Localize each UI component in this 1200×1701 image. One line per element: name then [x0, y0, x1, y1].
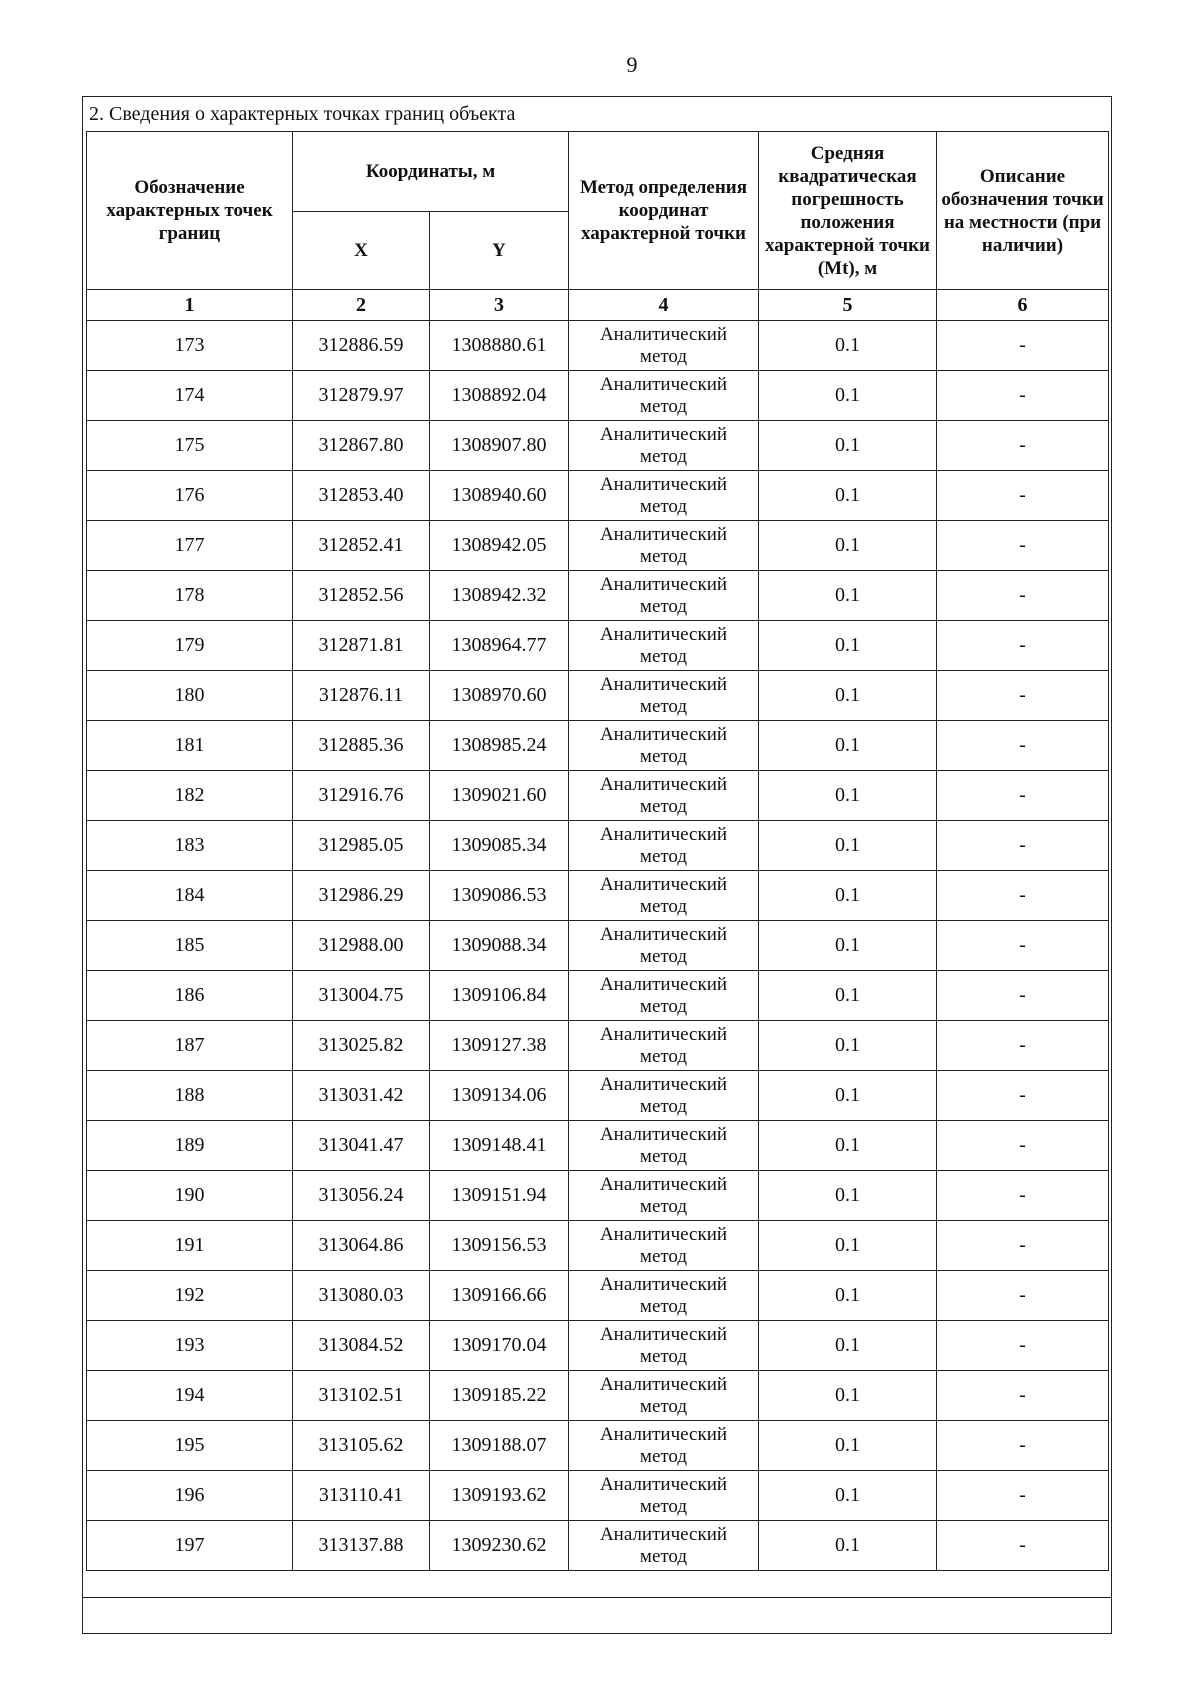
method-cell	[569, 971, 759, 1021]
method-line-2: метод	[639, 1495, 688, 1517]
y-cell: 1309148.41	[430, 1121, 569, 1171]
point-cell: 181	[87, 721, 293, 771]
y-cell: 1308942.32	[430, 571, 569, 621]
table-row	[87, 371, 1109, 421]
table-row	[87, 1171, 1109, 1221]
table-row	[87, 1021, 1109, 1071]
x-cell: 312986.29	[293, 871, 430, 921]
point-cell: 197	[87, 1521, 293, 1571]
description-cell: -	[937, 1271, 1109, 1321]
point-cell: 173	[87, 321, 293, 371]
method-line-1: Аналитический	[599, 1373, 728, 1395]
method-line-1: Аналитический	[599, 323, 728, 345]
point-cell: 190	[87, 1171, 293, 1221]
y-cell: 1309088.34	[430, 921, 569, 971]
method-cell	[569, 371, 759, 421]
description-cell: -	[937, 971, 1109, 1021]
page-number: 9	[626, 52, 638, 77]
error-cell: 0.1	[759, 871, 937, 921]
table-row	[87, 1371, 1109, 1421]
description-cell: -	[937, 871, 1109, 921]
y-cell: 1308892.04	[430, 371, 569, 421]
y-cell: 1309170.04	[430, 1321, 569, 1371]
header-y: Y	[430, 212, 569, 290]
table-row	[87, 971, 1109, 1021]
x-cell: 313105.62	[293, 1421, 430, 1471]
point-cell: 176	[87, 471, 293, 521]
y-cell: 1309085.34	[430, 821, 569, 871]
x-cell: 312876.11	[293, 671, 430, 721]
method-line-1: Аналитический	[599, 1223, 728, 1245]
error-cell: 0.1	[759, 571, 937, 621]
method-line-1: Аналитический	[599, 1273, 728, 1295]
method-line-2: метод	[639, 1145, 688, 1167]
x-cell: 312985.05	[293, 821, 430, 871]
x-cell: 313004.75	[293, 971, 430, 1021]
method-line-1: Аналитический	[599, 1473, 728, 1495]
method-line-2: метод	[639, 695, 688, 717]
method-line-1: Аналитический	[599, 1173, 728, 1195]
document-frame	[82, 96, 1112, 1634]
error-cell: 0.1	[759, 821, 937, 871]
table-body	[87, 321, 1109, 1571]
description-cell: -	[937, 821, 1109, 871]
point-cell: 186	[87, 971, 293, 1021]
table-row	[87, 821, 1109, 871]
method-line-2: метод	[639, 1195, 688, 1217]
method-line-1: Аналитический	[599, 523, 728, 545]
point-cell: 174	[87, 371, 293, 421]
method-cell	[569, 1221, 759, 1271]
y-cell: 1309193.62	[430, 1471, 569, 1521]
column-number: 5	[759, 290, 937, 321]
point-cell: 184	[87, 871, 293, 921]
table-row	[87, 1521, 1109, 1571]
method-line-2: метод	[639, 1395, 688, 1417]
method-line-1: Аналитический	[599, 373, 728, 395]
error-cell: 0.1	[759, 1271, 937, 1321]
method-line-2: метод	[639, 595, 688, 617]
y-cell: 1309166.66	[430, 1271, 569, 1321]
x-cell: 312879.97	[293, 371, 430, 421]
method-line-2: метод	[639, 1245, 688, 1267]
boundary-points-table	[86, 131, 1109, 1571]
method-cell	[569, 1471, 759, 1521]
error-cell: 0.1	[759, 1171, 937, 1221]
y-cell: 1308964.77	[430, 621, 569, 671]
method-cell	[569, 1071, 759, 1121]
table-row	[87, 1321, 1109, 1371]
y-cell: 1309086.53	[430, 871, 569, 921]
method-cell	[569, 1021, 759, 1071]
point-cell: 189	[87, 1121, 293, 1171]
header-error: Средняя квадратическая погрешность положения характерной точки (Mt), м	[759, 132, 937, 290]
error-cell: 0.1	[759, 621, 937, 671]
method-cell	[569, 921, 759, 971]
x-cell: 313025.82	[293, 1021, 430, 1071]
x-cell: 312885.36	[293, 721, 430, 771]
table-row	[87, 321, 1109, 371]
y-cell: 1309021.60	[430, 771, 569, 821]
x-cell: 313041.47	[293, 1121, 430, 1171]
error-cell: 0.1	[759, 321, 937, 371]
method-line-1: Аналитический	[599, 723, 728, 745]
x-cell: 312871.81	[293, 621, 430, 671]
method-cell	[569, 1421, 759, 1471]
description-cell: -	[937, 1171, 1109, 1221]
point-cell: 187	[87, 1021, 293, 1071]
error-cell: 0.1	[759, 721, 937, 771]
method-line-1: Аналитический	[599, 823, 728, 845]
point-cell: 177	[87, 521, 293, 571]
method-cell	[569, 471, 759, 521]
point-cell: 175	[87, 421, 293, 471]
description-cell: -	[937, 1371, 1109, 1421]
method-line-2: метод	[639, 795, 688, 817]
error-cell: 0.1	[759, 771, 937, 821]
y-cell: 1309156.53	[430, 1221, 569, 1271]
table-row	[87, 871, 1109, 921]
method-line-2: метод	[639, 1545, 688, 1567]
method-cell	[569, 571, 759, 621]
description-cell: -	[937, 471, 1109, 521]
method-line-1: Аналитический	[599, 673, 728, 695]
method-line-1: Аналитический	[599, 1023, 728, 1045]
header-description: Описание обозначения точки на местности (при наличии)	[937, 132, 1109, 290]
method-line-2: метод	[639, 545, 688, 567]
error-cell: 0.1	[759, 1371, 937, 1421]
method-line-1: Аналитический	[599, 423, 728, 445]
table-row	[87, 771, 1109, 821]
y-cell: 1309134.06	[430, 1071, 569, 1121]
method-line-2: метод	[639, 945, 688, 967]
error-cell: 0.1	[759, 1321, 937, 1371]
x-cell: 313080.03	[293, 1271, 430, 1321]
description-cell: -	[937, 1071, 1109, 1121]
point-cell: 178	[87, 571, 293, 621]
method-cell	[569, 1121, 759, 1171]
error-cell: 0.1	[759, 1521, 937, 1571]
error-cell: 0.1	[759, 1021, 937, 1071]
point-cell: 179	[87, 621, 293, 671]
method-line-2: метод	[639, 495, 688, 517]
method-line-2: метод	[639, 995, 688, 1017]
method-line-2: метод	[639, 895, 688, 917]
method-line-1: Аналитический	[599, 1523, 728, 1545]
header-x: X	[293, 212, 430, 290]
description-cell: -	[937, 1021, 1109, 1071]
y-cell: 1308907.80	[430, 421, 569, 471]
method-cell	[569, 321, 759, 371]
table-row	[87, 521, 1109, 571]
method-cell	[569, 521, 759, 571]
method-line-1: Аналитический	[599, 923, 728, 945]
y-cell: 1308880.61	[430, 321, 569, 371]
table-row	[87, 421, 1109, 471]
point-cell: 196	[87, 1471, 293, 1521]
method-line-1: Аналитический	[599, 473, 728, 495]
x-cell: 312886.59	[293, 321, 430, 371]
point-cell: 195	[87, 1421, 293, 1471]
method-cell	[569, 671, 759, 721]
description-cell: -	[937, 1471, 1109, 1521]
x-cell: 313056.24	[293, 1171, 430, 1221]
description-cell: -	[937, 621, 1109, 671]
point-cell: 191	[87, 1221, 293, 1271]
method-cell	[569, 1271, 759, 1321]
x-cell: 312867.80	[293, 421, 430, 471]
description-cell: -	[937, 1121, 1109, 1171]
method-cell	[569, 1521, 759, 1571]
point-cell: 182	[87, 771, 293, 821]
column-number: 4	[569, 290, 759, 321]
y-cell: 1309127.38	[430, 1021, 569, 1071]
method-line-2: метод	[639, 845, 688, 867]
table-row	[87, 1421, 1109, 1471]
header-point-designation: Обозначение характерных точек границ	[87, 132, 293, 290]
column-number: 2	[293, 290, 430, 321]
bottom-divider	[83, 1597, 1111, 1598]
method-line-1: Аналитический	[599, 1323, 728, 1345]
method-line-1: Аналитический	[599, 873, 728, 895]
y-cell: 1308942.05	[430, 521, 569, 571]
error-cell: 0.1	[759, 521, 937, 571]
method-cell	[569, 871, 759, 921]
method-line-2: метод	[639, 1345, 688, 1367]
method-cell	[569, 1371, 759, 1421]
header-coordinates: Координаты, м	[293, 132, 569, 212]
method-line-1: Аналитический	[599, 573, 728, 595]
x-cell: 312916.76	[293, 771, 430, 821]
y-cell: 1309106.84	[430, 971, 569, 1021]
error-cell: 0.1	[759, 1471, 937, 1521]
error-cell: 0.1	[759, 1121, 937, 1171]
column-number: 1	[87, 290, 293, 321]
description-cell: -	[937, 371, 1109, 421]
description-cell: -	[937, 571, 1109, 621]
column-number: 6	[937, 290, 1109, 321]
method-cell	[569, 621, 759, 671]
table-row	[87, 621, 1109, 671]
table-row	[87, 721, 1109, 771]
point-cell: 188	[87, 1071, 293, 1121]
method-line-2: метод	[639, 1095, 688, 1117]
error-cell: 0.1	[759, 371, 937, 421]
method-line-1: Аналитический	[599, 1423, 728, 1445]
description-cell: -	[937, 521, 1109, 571]
table-row	[87, 671, 1109, 721]
description-cell: -	[937, 1221, 1109, 1271]
description-cell: -	[937, 321, 1109, 371]
error-cell: 0.1	[759, 421, 937, 471]
error-cell: 0.1	[759, 1221, 937, 1271]
y-cell: 1309185.22	[430, 1371, 569, 1421]
table-row	[87, 571, 1109, 621]
method-cell	[569, 1171, 759, 1221]
table-row	[87, 471, 1109, 521]
table-row	[87, 1221, 1109, 1271]
x-cell: 313084.52	[293, 1321, 430, 1371]
x-cell: 313110.41	[293, 1471, 430, 1521]
error-cell: 0.1	[759, 671, 937, 721]
method-line-2: метод	[639, 345, 688, 367]
section-title: 2. Сведения о характерных точках границ объекта	[89, 103, 516, 125]
method-line-2: метод	[639, 1045, 688, 1067]
y-cell: 1309151.94	[430, 1171, 569, 1221]
method-line-2: метод	[639, 745, 688, 767]
method-line-2: метод	[639, 645, 688, 667]
error-cell: 0.1	[759, 1071, 937, 1121]
description-cell: -	[937, 1321, 1109, 1371]
description-cell: -	[937, 1521, 1109, 1571]
x-cell: 312852.41	[293, 521, 430, 571]
method-cell	[569, 1321, 759, 1371]
method-cell	[569, 421, 759, 471]
y-cell: 1308940.60	[430, 471, 569, 521]
table-row	[87, 1121, 1109, 1171]
x-cell: 313137.88	[293, 1521, 430, 1571]
method-line-2: метод	[639, 1445, 688, 1467]
description-cell: -	[937, 421, 1109, 471]
x-cell: 313102.51	[293, 1371, 430, 1421]
method-line-2: метод	[639, 1295, 688, 1317]
point-cell: 183	[87, 821, 293, 871]
header-method: Метод определения координат характерной точки	[569, 132, 759, 290]
description-cell: -	[937, 671, 1109, 721]
y-cell: 1308970.60	[430, 671, 569, 721]
y-cell: 1308985.24	[430, 721, 569, 771]
table-row	[87, 1071, 1109, 1121]
y-cell: 1309230.62	[430, 1521, 569, 1571]
method-line-2: метод	[639, 445, 688, 467]
column-number: 3	[430, 290, 569, 321]
y-cell: 1309188.07	[430, 1421, 569, 1471]
method-line-1: Аналитический	[599, 1073, 728, 1095]
x-cell: 312853.40	[293, 471, 430, 521]
method-line-1: Аналитический	[599, 973, 728, 995]
error-cell: 0.1	[759, 1421, 937, 1471]
method-cell	[569, 721, 759, 771]
description-cell: -	[937, 921, 1109, 971]
method-cell	[569, 771, 759, 821]
method-line-1: Аналитический	[599, 623, 728, 645]
description-cell: -	[937, 721, 1109, 771]
error-cell: 0.1	[759, 971, 937, 1021]
x-cell: 312988.00	[293, 921, 430, 971]
x-cell: 313064.86	[293, 1221, 430, 1271]
method-line-1: Аналитический	[599, 1123, 728, 1145]
point-cell: 194	[87, 1371, 293, 1421]
description-cell: -	[937, 1421, 1109, 1471]
point-cell: 180	[87, 671, 293, 721]
point-cell: 192	[87, 1271, 293, 1321]
point-cell: 185	[87, 921, 293, 971]
table-row	[87, 1271, 1109, 1321]
point-cell: 193	[87, 1321, 293, 1371]
method-cell	[569, 821, 759, 871]
method-line-1: Аналитический	[599, 773, 728, 795]
error-cell: 0.1	[759, 471, 937, 521]
table-row	[87, 921, 1109, 971]
x-cell: 313031.42	[293, 1071, 430, 1121]
error-cell: 0.1	[759, 921, 937, 971]
description-cell: -	[937, 771, 1109, 821]
x-cell: 312852.56	[293, 571, 430, 621]
method-line-2: метод	[639, 395, 688, 417]
table-row	[87, 1471, 1109, 1521]
